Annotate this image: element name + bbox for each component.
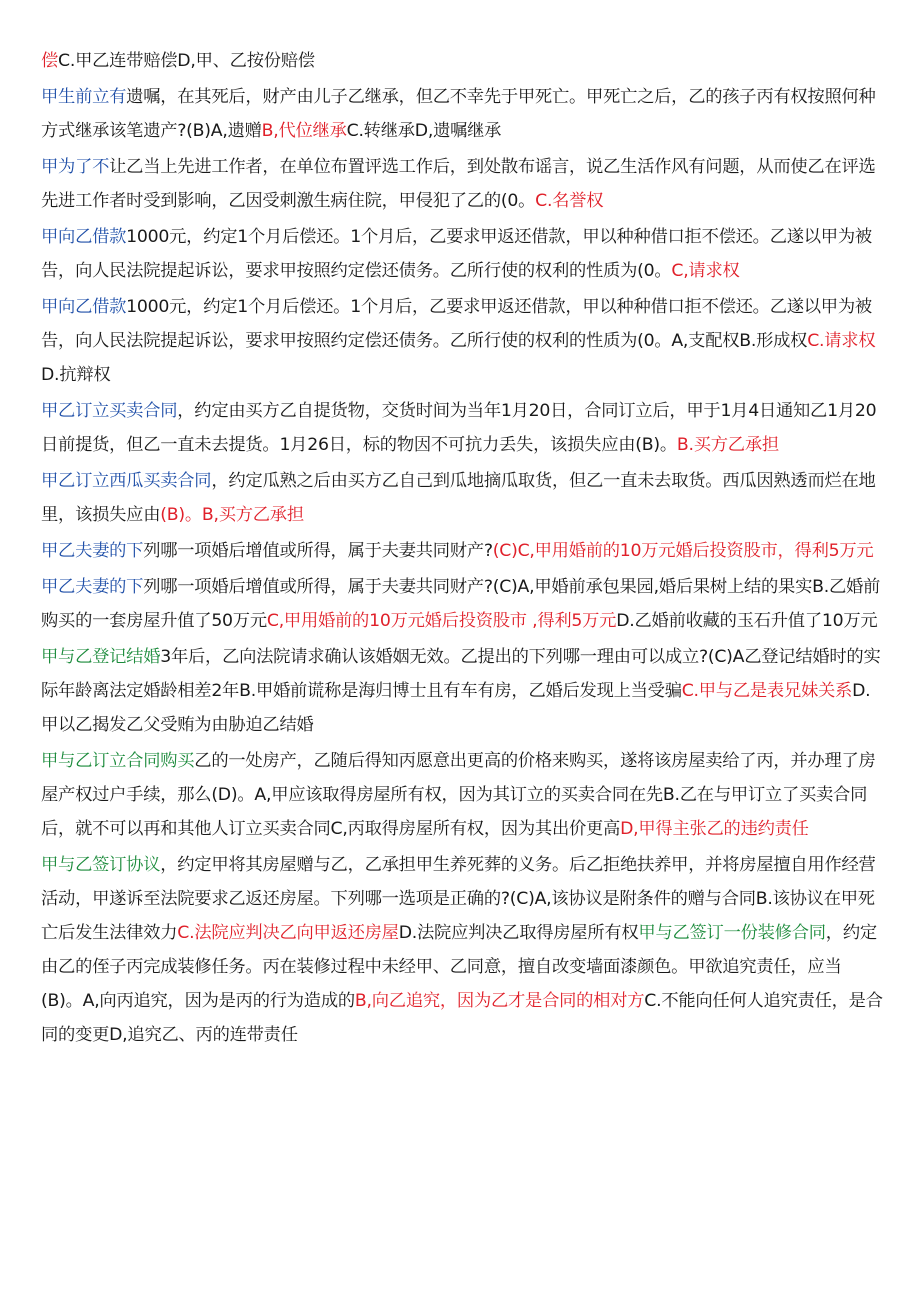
question-paragraph bbox=[41, 570, 883, 638]
question-lead: 甲乙订立 bbox=[41, 471, 110, 491]
question-paragraph bbox=[41, 394, 883, 462]
answer-highlight: C.请求权 bbox=[807, 331, 876, 351]
question-text: ，约定由乙的侄子丙完成装修任务。丙在装修过程中未经甲、乙同意，擅自改变墙面漆颜色。甲欲追究责任，应当(B)。A,向丙追究，因为是丙的行为造成的 bbox=[41, 923, 877, 1011]
question-text: 遗嘱，在其死后，财产由儿子乙继承，但乙不幸先于甲死亡。甲死亡之后，乙的孩子丙有权按照何种方式继承该笔遗产?(B)A,遗赠 bbox=[41, 87, 876, 141]
question-paragraph bbox=[41, 640, 883, 742]
answer-highlight: (B)。B,买方乙承担 bbox=[160, 505, 304, 525]
question-text: D.甲以乙揭发乙父受贿为由胁迫乙结婚 bbox=[41, 681, 871, 735]
question-text: 列哪一项婚后增值或所得，属于夫妻共同财产?(C)A,甲婚前承包果园,婚后果树上结的果实B.乙婚前购买的一套房屋升值了50万元 bbox=[41, 577, 881, 631]
question-lead: 甲向乙借款 bbox=[41, 297, 127, 317]
question-lead: 甲与乙登记结婚 bbox=[41, 647, 161, 667]
question-lead: 甲乙夫妻的下 bbox=[41, 577, 144, 597]
answer-highlight: B,代位继承 bbox=[261, 121, 347, 141]
question-lead: 甲乙订立买卖合同 bbox=[41, 401, 178, 421]
answer-highlight: B,向乙追究，因为乙才是合同的相对方 bbox=[354, 991, 645, 1011]
answer-highlight: C,甲用婚前的10万元婚后投资股市 ,得利5万元 bbox=[266, 611, 617, 631]
answer-highlight: D,甲得主张乙的违约责任 bbox=[620, 819, 809, 839]
answer-highlight: C.甲与乙是表兄妹关系 bbox=[681, 681, 853, 701]
question-paragraph bbox=[41, 464, 883, 532]
question-paragraph bbox=[41, 80, 883, 148]
question-paragraph bbox=[41, 848, 883, 1052]
question-text: ，约定瓜熟之后由买方乙自己到瓜地摘瓜取货，但乙一直未去取货。西瓜因熟透而烂在地里，该损失应由 bbox=[41, 471, 876, 525]
question-text: D.抗辩权 bbox=[41, 365, 111, 385]
question-paragraph bbox=[41, 744, 883, 846]
answer-highlight: (C)C,甲用婚前的10万元婚后投资股市，得利5万元 bbox=[492, 541, 874, 561]
question-text: D.乙婚前收藏的玉石升值了10万元 bbox=[616, 611, 878, 631]
question-paragraph bbox=[41, 290, 883, 392]
question-lead: 甲生前立有 bbox=[41, 87, 127, 107]
question-lead: 甲为了不 bbox=[41, 157, 110, 177]
question-lead: 甲乙夫妻的下 bbox=[41, 541, 144, 561]
question-lead: 甲与乙订立合同购买 bbox=[41, 751, 195, 771]
question-text: ，约定甲将其房屋赠与乙，乙承担甲生养死葬的义务。后乙拒绝扶养甲，并将房屋擅自用作经营活动，甲遂诉至法院要求乙返还房屋。下列哪一选项是正确的?(C)A,该协议是附条件的赠与合同B.该协议在甲死亡后发生法律效力 bbox=[41, 855, 876, 943]
question-text: 乙的一处房产，乙随后得知丙愿意出更高的价格来购买，遂将该房屋卖给了丙，并办理了房屋产权过户手续，那么(D)。A,甲应该取得房屋所有权，因为其订立的买卖合同在先B.乙在与甲订立了买卖合同后，就不可以再和其他人订立买卖合同C,丙取得房屋所有权，因为其出价更高 bbox=[41, 751, 876, 839]
question-text: C.不能向任何人追究责任，是合同的变更D,追究乙、丙的连带责任 bbox=[41, 991, 883, 1045]
question-text: 1000元，约定1个月后偿还。1个月后，乙要求甲返还借款，甲以种种借口拒不偿还。乙遂以甲为被告，向人民法院提起诉讼，要求甲按照约定偿还债务。乙所行使的权利的性质为(0。A,支配权B.形成权 bbox=[41, 297, 872, 351]
question-paragraph bbox=[41, 150, 883, 218]
question-text: 3年后，乙向法院请求确认该婚姻无效。乙提出的下列哪一理由可以成立?(C)A乙登记结婚时的实际年龄离法定婚龄相差2年B.甲婚前谎称是海归博士且有车有房，乙婚后发现上当受骗 bbox=[41, 647, 881, 701]
question-text: D.法院应判决乙取得房屋所有权 bbox=[398, 923, 639, 943]
question-text: 让乙当上先进工作者，在单位布置评选工作后，到处散布谣言，说乙生活作风有问题，从而使乙在评选先进工作者时受到影响，乙因受刺激生病住院，甲侵犯了乙的(0。 bbox=[41, 157, 876, 211]
question-paragraph bbox=[41, 220, 883, 288]
answer-highlight: 偿 bbox=[41, 51, 59, 71]
question-lead: 甲向乙借款 bbox=[41, 227, 127, 247]
question-paragraph bbox=[41, 534, 883, 568]
question-text: 列哪一项婚后增值或所得，属于夫妻共同财产? bbox=[143, 541, 493, 561]
question-text: C.转继承D,遗嘱继承 bbox=[346, 121, 502, 141]
question-lead: 甲与乙签订协议 bbox=[41, 855, 161, 875]
answer-highlight: B.买方乙承担 bbox=[676, 435, 779, 455]
answer-highlight: C.名誉权 bbox=[535, 191, 604, 211]
question-lead: 西瓜买卖合同 bbox=[109, 471, 212, 491]
answer-highlight: C.法院应判决乙向甲返还房屋 bbox=[177, 923, 399, 943]
question-paragraph bbox=[41, 44, 883, 78]
answer-highlight: C,请求权 bbox=[671, 261, 740, 281]
question-text: ，约定由买方乙自提货物，交货时间为当年1月20日，合同订立后，甲于1月4日通知乙1月20日前提货，但乙一直未去提货。1月26日，标的物因不可抗力丢失，该损失应由(B)。 bbox=[41, 401, 877, 455]
question-text: 1000元，约定1个月后偿还。1个月后，乙要求甲返还借款，甲以种种借口拒不偿还。乙遂以甲为被告，向人民法院提起诉讼，要求甲按照约定偿还债务。乙所行使的权利的性质为(0。 bbox=[41, 227, 872, 281]
question-text: C.甲乙连带赔偿D,甲、乙按份赔偿 bbox=[58, 51, 315, 71]
question-lead: 甲与乙签订一份装修合同 bbox=[638, 923, 826, 943]
document-page bbox=[41, 44, 883, 1054]
